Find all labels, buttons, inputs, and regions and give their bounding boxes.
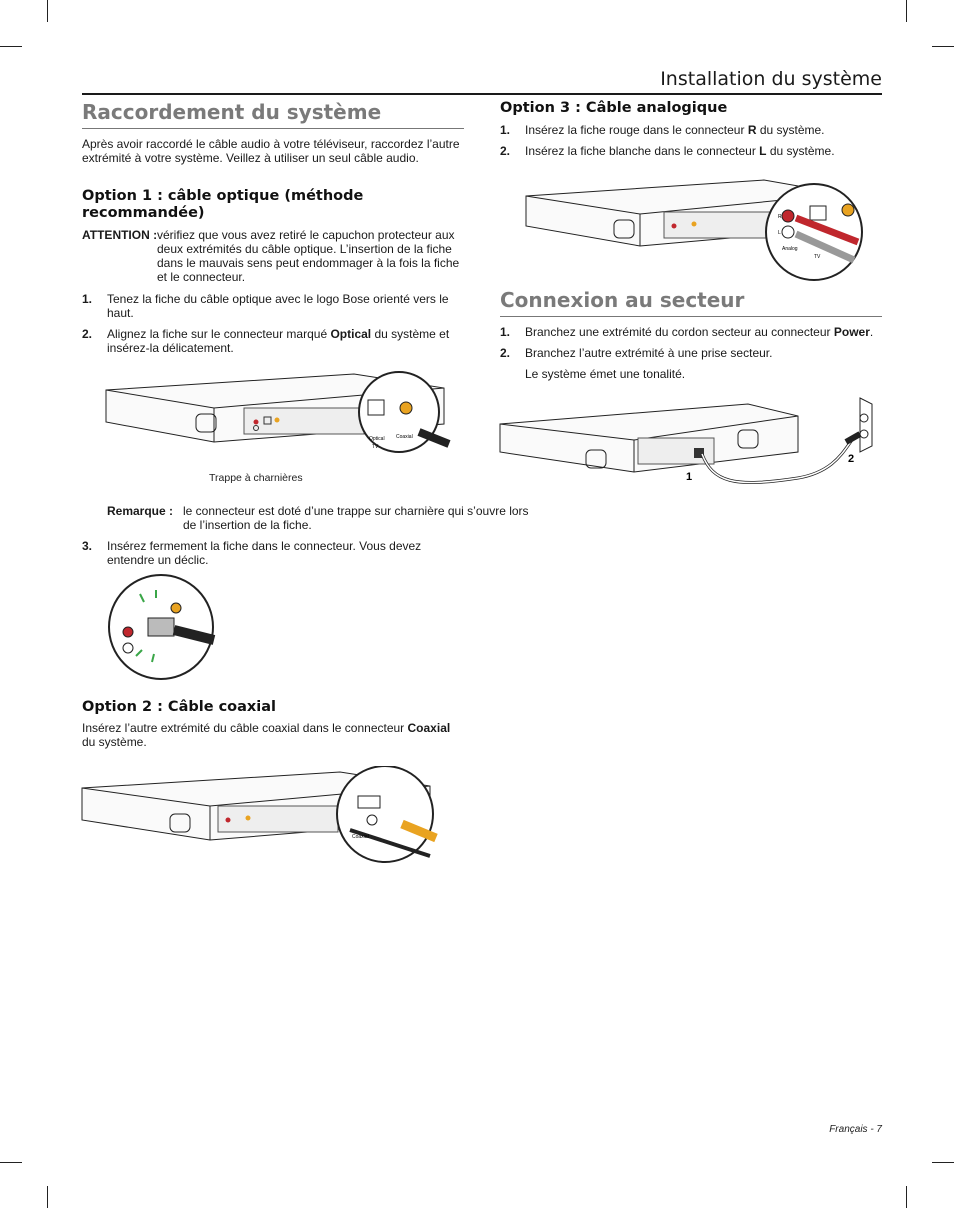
step-text: du système. bbox=[756, 123, 825, 137]
step-number: 1. bbox=[500, 123, 511, 137]
section-title-power: Connexion au secteur bbox=[500, 288, 882, 317]
step-number: 2. bbox=[82, 327, 93, 341]
crop-mark bbox=[0, 1162, 22, 1163]
step-keyword: Optical bbox=[330, 327, 372, 341]
crop-mark bbox=[932, 46, 954, 47]
port-label-l: L bbox=[778, 230, 781, 236]
attention-block bbox=[82, 228, 464, 284]
page-number: Français - 7 bbox=[829, 1124, 882, 1135]
step-text: . bbox=[869, 325, 874, 339]
power-step-2 bbox=[500, 346, 882, 360]
section-title-connection: Raccordement du système bbox=[82, 100, 464, 129]
port-label-r: R bbox=[778, 214, 782, 220]
analog-cable-illustration bbox=[524, 176, 864, 282]
port-label-tv: TV bbox=[814, 254, 821, 260]
step-text: Branchez une extrémité du cordon secteur au connecteur bbox=[525, 325, 834, 339]
option1-step-2 bbox=[82, 327, 464, 355]
option2-text-pre: Insérez l’autre extrémité du câble coaxial dans le connecteur bbox=[82, 721, 408, 735]
power-cable-illustration bbox=[498, 390, 882, 490]
power-result bbox=[500, 367, 882, 381]
intro-paragraph: Après avoir raccordé le câble audio à votre téléviseur, raccordez l’autre extrémité à votre système. Veillez à utiliser un seul câble audio. bbox=[82, 137, 460, 165]
option2-block bbox=[82, 699, 464, 749]
option1-step-3 bbox=[82, 539, 464, 567]
note-label: Remarque : bbox=[107, 504, 174, 518]
callout-1: 1 bbox=[686, 471, 693, 483]
running-title: Installation du système bbox=[660, 68, 882, 90]
port-label-optical: Optical bbox=[369, 436, 385, 442]
header-rule bbox=[82, 93, 882, 95]
port-label-analog: Analog bbox=[782, 246, 798, 252]
power-step-1 bbox=[500, 325, 882, 339]
step-number: 1. bbox=[500, 325, 511, 339]
left-column bbox=[82, 100, 464, 355]
step-number: 2. bbox=[500, 346, 511, 360]
step-text: Insérez fermement la fiche dans le connecteur. Vous devez entendre un déclic. bbox=[107, 539, 422, 567]
attention-label: ATTENTION : bbox=[82, 228, 158, 242]
callout-2: 2 bbox=[848, 453, 855, 465]
option3-step-1 bbox=[500, 123, 882, 137]
step-keyword: R bbox=[747, 123, 757, 137]
option3-step-2 bbox=[500, 144, 882, 158]
coaxial-cable-illustration bbox=[80, 766, 444, 866]
crop-mark bbox=[47, 1186, 48, 1208]
option2-text-post: du système. bbox=[82, 735, 147, 749]
result-text: Le système émet une tonalité. bbox=[525, 367, 686, 381]
crop-mark bbox=[0, 46, 22, 47]
step-text: Tenez la fiche du câble optique avec le logo Bose orienté vers le haut. bbox=[107, 292, 449, 320]
step-keyword: Power bbox=[833, 325, 870, 339]
step-text: du système. bbox=[766, 144, 835, 158]
option2-text bbox=[82, 721, 464, 749]
option2-title: Option 2 : Câble coaxial bbox=[82, 699, 277, 715]
option2-keyword: Coaxial bbox=[407, 721, 451, 735]
crop-mark bbox=[906, 0, 907, 22]
hinged-door-caption: Trappe à charnières bbox=[209, 472, 303, 484]
crop-mark bbox=[906, 1186, 907, 1208]
step-text: Insérez la fiche rouge dans le connecteur bbox=[525, 123, 748, 137]
step-text: Insérez la fiche blanche dans le connecteur bbox=[525, 144, 760, 158]
crop-mark bbox=[47, 0, 48, 22]
port-label-coaxial: Coaxial bbox=[396, 434, 413, 440]
step-number: 1. bbox=[82, 292, 93, 306]
attention-text: vérifiez que vous avez retiré le capuchon protecteur aux deux extrémités du câble optique. L’insertion de la fiche dans le mauvais sens peut endommager à la fois la fiche et le connecteur. bbox=[157, 228, 460, 284]
step-number: 2. bbox=[500, 144, 511, 158]
note-block bbox=[107, 504, 540, 532]
port-label-tv: TV bbox=[372, 444, 379, 450]
step-text: du système et insérez-la délicatement. bbox=[107, 327, 450, 355]
crop-mark bbox=[932, 1162, 954, 1163]
step-text: Alignez la fiche sur le connecteur marqué bbox=[107, 327, 331, 341]
right-column bbox=[500, 100, 882, 158]
power-section bbox=[500, 288, 882, 381]
optical-click-closeup bbox=[106, 572, 218, 682]
coax-port-label: Coaxial bbox=[352, 834, 369, 840]
step-text: Branchez l’autre extrémité à une prise secteur. bbox=[525, 346, 773, 360]
step-keyword: L bbox=[759, 144, 767, 158]
option3-title: Option 3 : Câble analogique bbox=[500, 100, 728, 116]
step-number: 3. bbox=[82, 539, 93, 553]
note-text: le connecteur est doté d’une trappe sur charnière qui s’ouvre lors de l’insertion de la fiche. bbox=[183, 504, 529, 532]
optical-cable-illustration bbox=[104, 370, 464, 466]
option1-title: Option 1 : câble optique (méthode recommandée) bbox=[82, 188, 364, 221]
option1-step-1 bbox=[82, 292, 464, 320]
